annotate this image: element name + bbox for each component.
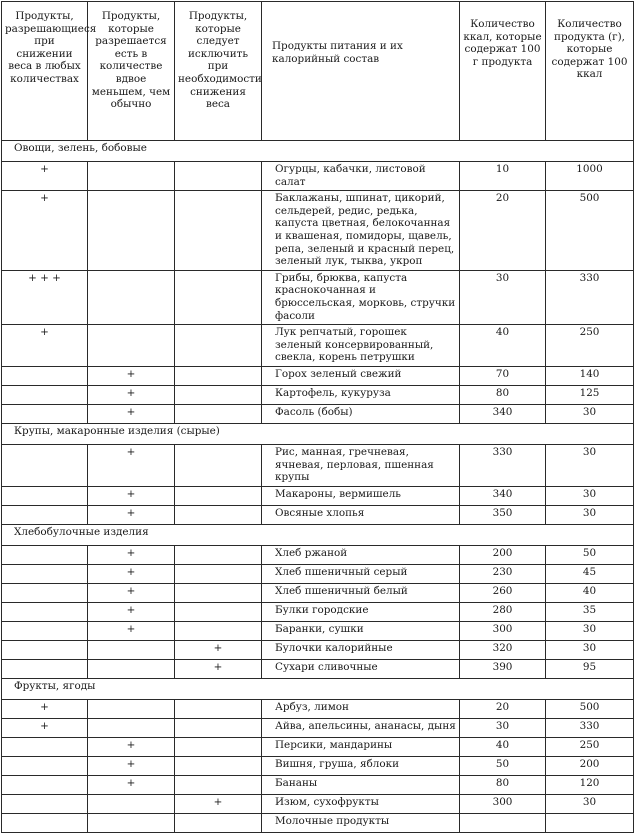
mark-cell: + [2,699,88,718]
mark-cell: + [88,756,175,775]
grams-cell: 250 [546,737,634,756]
kcal-cell: 30 [460,270,546,324]
table-row [2,583,634,602]
food-name-cell: Лук репчатый, горошек зеленый консервированный, свекла, корень петрушки [262,325,460,367]
food-name-cell: Овсяные хлопья [262,505,460,524]
mark-cell [175,737,262,756]
mark-cell [175,366,262,385]
mark-cell [175,718,262,737]
table-row [2,325,634,367]
header-food-and-calories: Продукты питания и их калорийный состав [262,2,460,141]
grams-cell: 330 [546,718,634,737]
grams-cell: 50 [546,545,634,564]
food-name-cell: Макароны, вермишель [262,486,460,505]
table-row [2,621,634,640]
kcal-cell: 320 [460,640,546,659]
table-row [2,404,634,423]
table-header [2,2,634,141]
mark-cell [88,813,175,832]
mark-cell: + [88,366,175,385]
mark-cell [88,718,175,737]
mark-cell: + [2,191,88,271]
grams-cell: 125 [546,385,634,404]
mark-cell [175,385,262,404]
grams-cell: 45 [546,564,634,583]
grams-cell: 30 [546,444,634,486]
grams-cell: 500 [546,191,634,271]
mark-cell: + [88,602,175,621]
grams-cell: 120 [546,775,634,794]
mark-cell [2,366,88,385]
grams-cell: 30 [546,621,634,640]
mark-cell [2,737,88,756]
mark-cell [2,640,88,659]
table-row [2,813,634,832]
kcal-cell: 40 [460,737,546,756]
mark-cell [175,545,262,564]
kcal-cell: 230 [460,564,546,583]
mark-cell: + [88,545,175,564]
table-row [2,794,634,813]
section-row [2,423,634,444]
mark-cell [2,385,88,404]
mark-cell: + [2,718,88,737]
mark-cell: + [88,737,175,756]
mark-cell [175,325,262,367]
grams-cell: 30 [546,404,634,423]
kcal-cell: 280 [460,602,546,621]
mark-cell: + [175,794,262,813]
mark-cell [2,756,88,775]
food-name-cell: Айва, апельсины, ананасы, дыня [262,718,460,737]
section-row [2,141,634,162]
mark-cell [88,640,175,659]
table-row [2,191,634,271]
mark-cell [175,756,262,775]
mark-cell [175,270,262,324]
mark-cell [2,486,88,505]
calorie-table [1,1,634,833]
mark-cell [2,564,88,583]
table-row [2,545,634,564]
table-row [2,640,634,659]
kcal-cell: 300 [460,794,546,813]
food-name-cell: Хлеб пшеничный серый [262,564,460,583]
food-name-cell: Хлеб пшеничный белый [262,583,460,602]
kcal-cell: 340 [460,404,546,423]
mark-cell: + [175,659,262,678]
food-name-cell: Персики, мандарины [262,737,460,756]
mark-cell [2,505,88,524]
mark-cell [88,659,175,678]
mark-cell [88,794,175,813]
section-title: Крупы, макаронные изделия (сырые) [2,423,634,444]
table-body [2,141,634,833]
kcal-cell: 70 [460,366,546,385]
grams-cell: 30 [546,640,634,659]
section-row [2,524,634,545]
mark-cell [175,162,262,191]
kcal-cell: 50 [460,756,546,775]
mark-cell [175,583,262,602]
header-excluded: Продукты, которые следует исключить при необходимости снижения веса [175,2,262,141]
food-name-cell: Булки городские [262,602,460,621]
mark-cell [175,699,262,718]
table-row [2,444,634,486]
table-row [2,505,634,524]
mark-cell [2,794,88,813]
table-row [2,270,634,324]
table-row [2,718,634,737]
table-row [2,564,634,583]
section-title: Овощи, зелень, бобовые [2,141,634,162]
mark-cell: + [88,505,175,524]
food-name-cell: Арбуз, лимон [262,699,460,718]
mark-cell [88,270,175,324]
mark-cell [88,699,175,718]
food-name-cell: Изюм, сухофрукты [262,794,460,813]
grams-cell: 30 [546,505,634,524]
mark-cell [175,564,262,583]
table-row [2,385,634,404]
food-name-cell: Огурцы, кабачки, листовой салат [262,162,460,191]
kcal-cell: 40 [460,325,546,367]
mark-cell: + [175,640,262,659]
kcal-cell: 340 [460,486,546,505]
grams-cell: 40 [546,583,634,602]
kcal-cell: 20 [460,699,546,718]
food-name-cell: Хлеб ржаной [262,545,460,564]
table-row [2,756,634,775]
mark-cell [2,602,88,621]
food-name-cell: Бананы [262,775,460,794]
food-name-cell: Баранки, сушки [262,621,460,640]
mark-cell: + [88,404,175,423]
table-row [2,737,634,756]
table-row [2,486,634,505]
mark-cell [2,444,88,486]
num-cell [460,813,546,832]
mark-cell: + [2,162,88,191]
kcal-cell: 20 [460,191,546,271]
food-name-cell: Булочки калорийные [262,640,460,659]
mark-cell [175,505,262,524]
mark-cell: + [88,775,175,794]
food-name-cell: Горох зеленый свежий [262,366,460,385]
mark-cell [88,191,175,271]
food-name-cell: Фасоль (бобы) [262,404,460,423]
table-row [2,366,634,385]
grams-cell: 500 [546,699,634,718]
kcal-cell: 330 [460,444,546,486]
mark-cell [175,813,262,832]
food-name-cell: Картофель, кукуруза [262,385,460,404]
food-name-cell: Рис, манная, гречневая, ячневая, перловая, пшенная крупы [262,444,460,486]
food-name-cell: Сухари сливочные [262,659,460,678]
mark-cell [175,486,262,505]
grams-cell: 250 [546,325,634,367]
section-row [2,678,634,699]
mark-cell [2,813,88,832]
mark-cell: + + + [2,270,88,324]
header-kcal-per-100g: Количество ккал, которые содержат 100 г продукта [460,2,546,141]
kcal-cell: 200 [460,545,546,564]
grams-cell: 30 [546,794,634,813]
mark-cell [2,404,88,423]
header-allowed-any-amount: Продукты, разрешающиеся при снижении веса в любых количествах [2,2,88,141]
header-allowed-half-amount: Продукты, которые разрешается есть в количестве вдвое меньшем, чем обычно [88,2,175,141]
table-row [2,699,634,718]
kcal-cell: 80 [460,775,546,794]
mark-cell [2,583,88,602]
mark-cell: + [88,621,175,640]
mark-cell [88,162,175,191]
table-row [2,659,634,678]
kcal-cell: 260 [460,583,546,602]
kcal-cell: 80 [460,385,546,404]
grams-cell: 30 [546,486,634,505]
grams-cell: 200 [546,756,634,775]
mark-cell: + [88,583,175,602]
kcal-cell: 390 [460,659,546,678]
table-row [2,775,634,794]
mark-cell [175,621,262,640]
mark-cell [175,775,262,794]
section-title: Фрукты, ягоды [2,678,634,699]
kcal-cell: 350 [460,505,546,524]
table-row [2,602,634,621]
header-grams-per-100kcal: Количество продукта (г), которые содержат 100 ккал [546,2,634,141]
mark-cell [175,191,262,271]
grams-cell: 35 [546,602,634,621]
mark-cell: + [88,385,175,404]
mark-cell [2,621,88,640]
food-name-cell: Баклажаны, шпинат, цикорий, сельдерей, редис, редька, капуста цветная, белокочанная и квашеная, помидоры, щавель, репа, зеленый и красный перец, зеленый лук, тыква, укроп [262,191,460,271]
mark-cell [88,325,175,367]
grams-cell: 330 [546,270,634,324]
food-name-cell: Молочные продукты [262,813,460,832]
mark-cell [175,444,262,486]
kcal-cell: 10 [460,162,546,191]
mark-cell [2,659,88,678]
mark-cell [2,775,88,794]
grams-cell: 95 [546,659,634,678]
mark-cell [175,602,262,621]
food-name-cell: Грибы, брюква, капуста краснокочанная и брюссельская, морковь, стручки фасоли [262,270,460,324]
grams-cell: 1000 [546,162,634,191]
mark-cell [175,404,262,423]
section-title: Хлебобулочные изделия [2,524,634,545]
mark-cell [2,545,88,564]
mark-cell: + [88,444,175,486]
kcal-cell: 30 [460,718,546,737]
mark-cell: + [88,564,175,583]
num-cell [546,813,634,832]
mark-cell: + [2,325,88,367]
table-row [2,162,634,191]
grams-cell: 140 [546,366,634,385]
kcal-cell: 300 [460,621,546,640]
mark-cell: + [88,486,175,505]
food-name-cell: Вишня, груша, яблоки [262,756,460,775]
